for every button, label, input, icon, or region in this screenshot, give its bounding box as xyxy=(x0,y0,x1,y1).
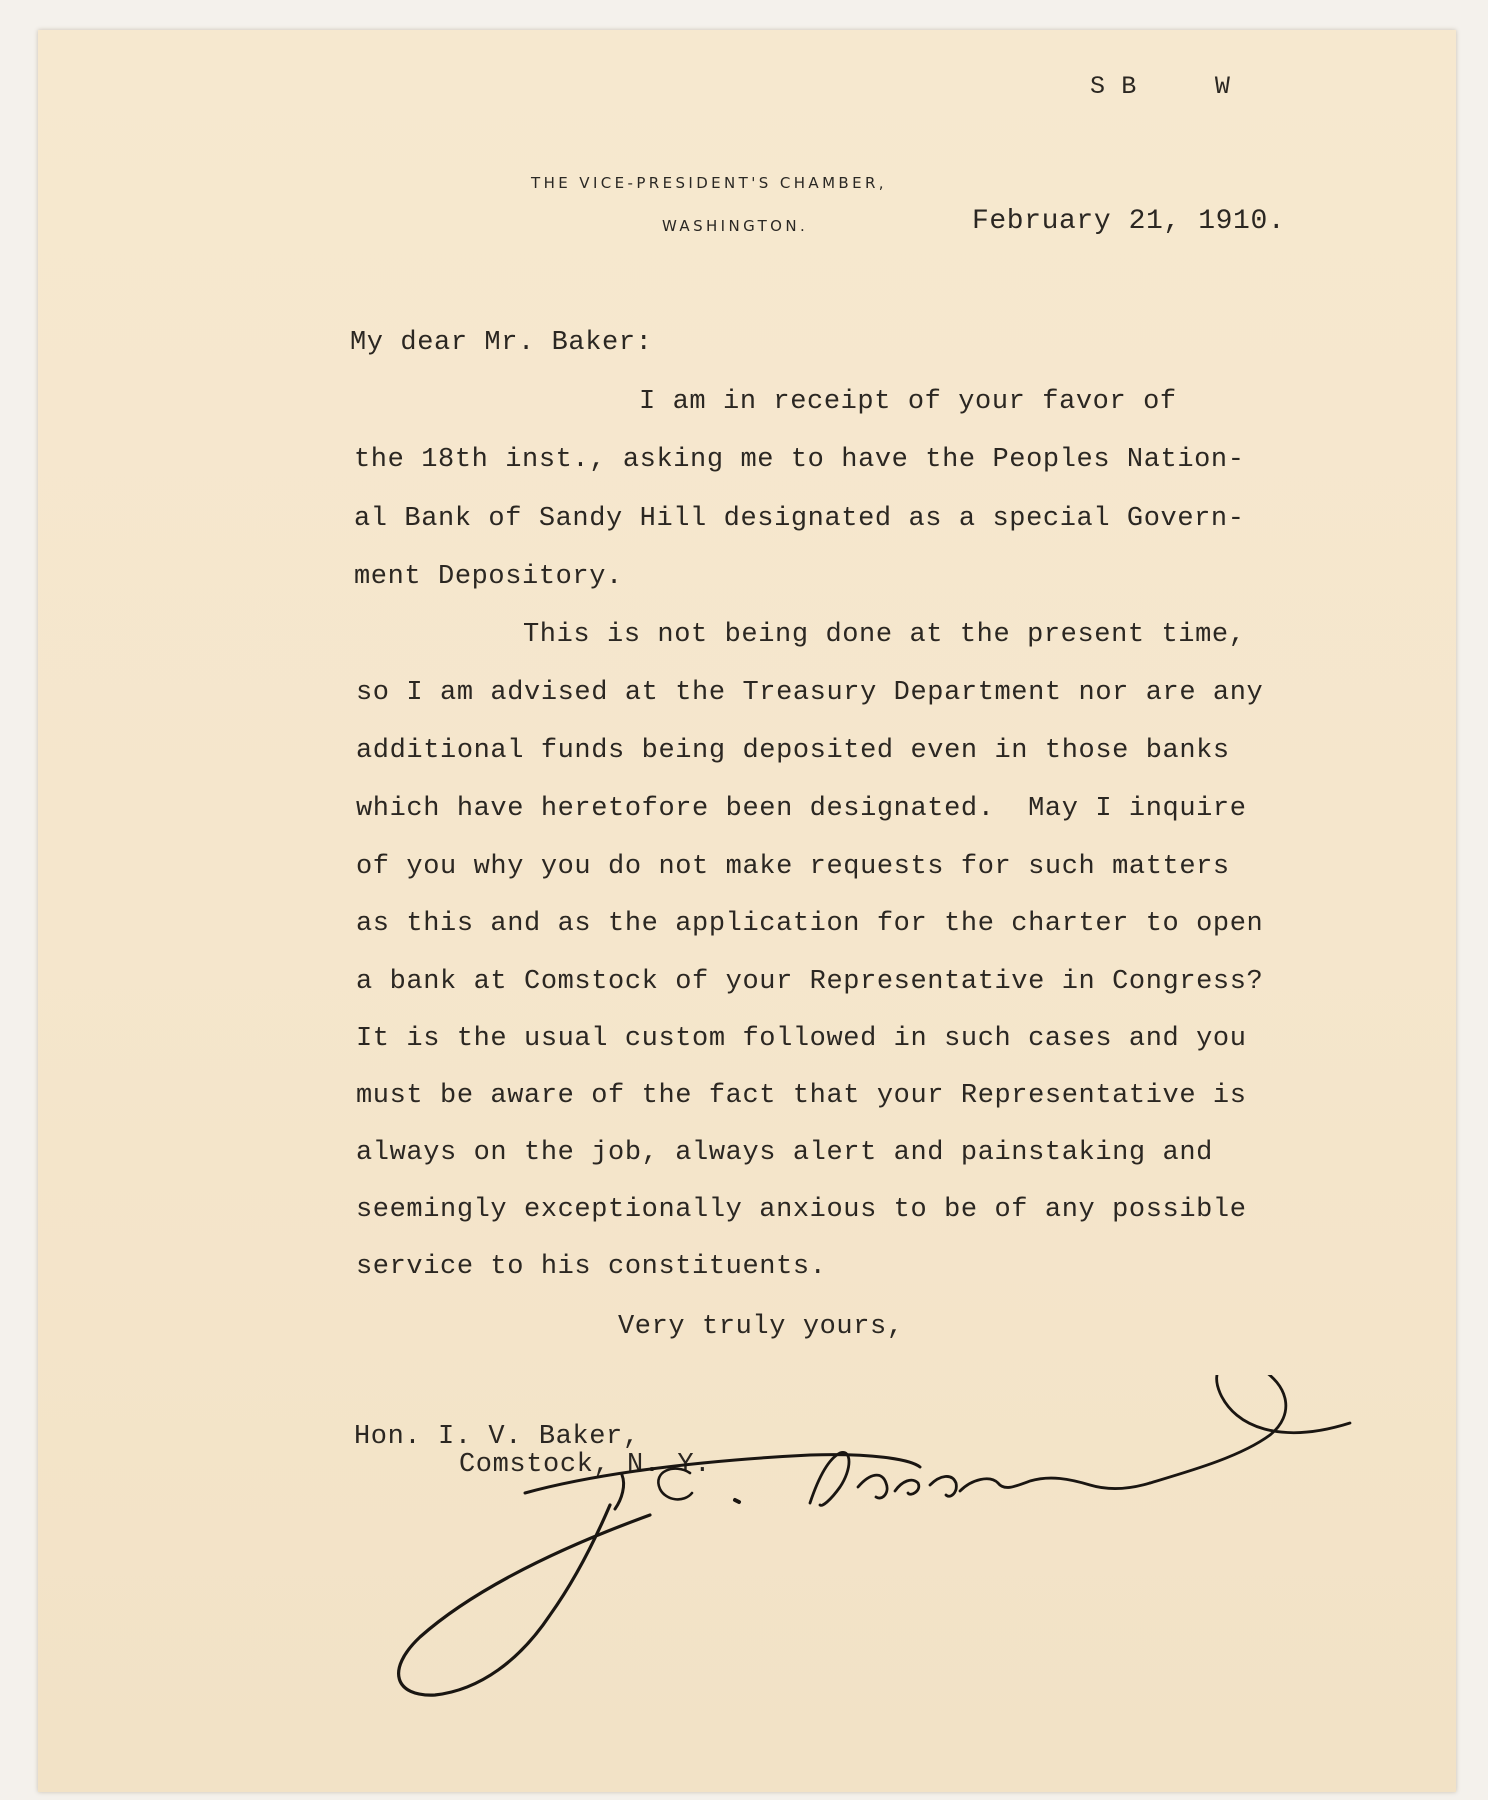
signature xyxy=(390,1375,1410,1715)
addressee-city: Comstock, N. Y. xyxy=(459,1450,712,1480)
closing: Very truly yours, xyxy=(618,1312,904,1342)
file-marks: S B W xyxy=(1090,72,1231,101)
body-line: This is not being done at the present time, xyxy=(523,620,1246,650)
signature-initial-s xyxy=(658,1469,692,1500)
letterhead-title: THE VICE-PRESIDENT'S CHAMBER, xyxy=(531,174,887,192)
signature-dot xyxy=(735,1500,739,1502)
signature-crossbar xyxy=(525,1455,920,1493)
body-line: so I am advised at the Treasury Department nor are any xyxy=(356,678,1264,708)
body-line: a bank at Comstock of your Representative in Congress? xyxy=(356,967,1264,997)
body-line: of you why you do not make requests for such matters xyxy=(356,852,1230,882)
body-line: must be aware of the fact that your Representative is xyxy=(356,1081,1247,1111)
body-line: It is the usual custom followed in such cases and you xyxy=(356,1024,1247,1054)
body-line: always on the job, always alert and painstaking and xyxy=(356,1138,1213,1168)
body-line: seemingly exceptionally anxious to be of any possible xyxy=(356,1195,1247,1225)
letter-date: February 21, 1910. xyxy=(972,206,1286,237)
body-line: as this and as the application for the charter to open xyxy=(356,909,1264,939)
signature-hook xyxy=(615,1475,624,1509)
signature-surname xyxy=(810,1452,1150,1505)
body-line: the 18th inst., asking me to have the Peoples Nation- xyxy=(354,445,1245,475)
body-line: service to his constituents. xyxy=(356,1252,827,1282)
body-line: I am in receipt of your favor of xyxy=(639,387,1177,417)
salutation: My dear Mr. Baker: xyxy=(350,328,653,358)
body-line: ment Depository. xyxy=(354,562,623,592)
signature-flourish xyxy=(1150,1375,1350,1483)
signature-initial-j-stroke xyxy=(399,1505,650,1695)
body-line: al Bank of Sandy Hill designated as a special Govern- xyxy=(354,504,1245,534)
body-line: which have heretofore been designated. May I inquire xyxy=(356,794,1247,824)
body-line: additional funds being deposited even in those banks xyxy=(356,736,1230,766)
letterhead-city: WASHINGTON. xyxy=(662,217,809,235)
addressee-name: Hon. I. V. Baker, xyxy=(354,1422,640,1452)
